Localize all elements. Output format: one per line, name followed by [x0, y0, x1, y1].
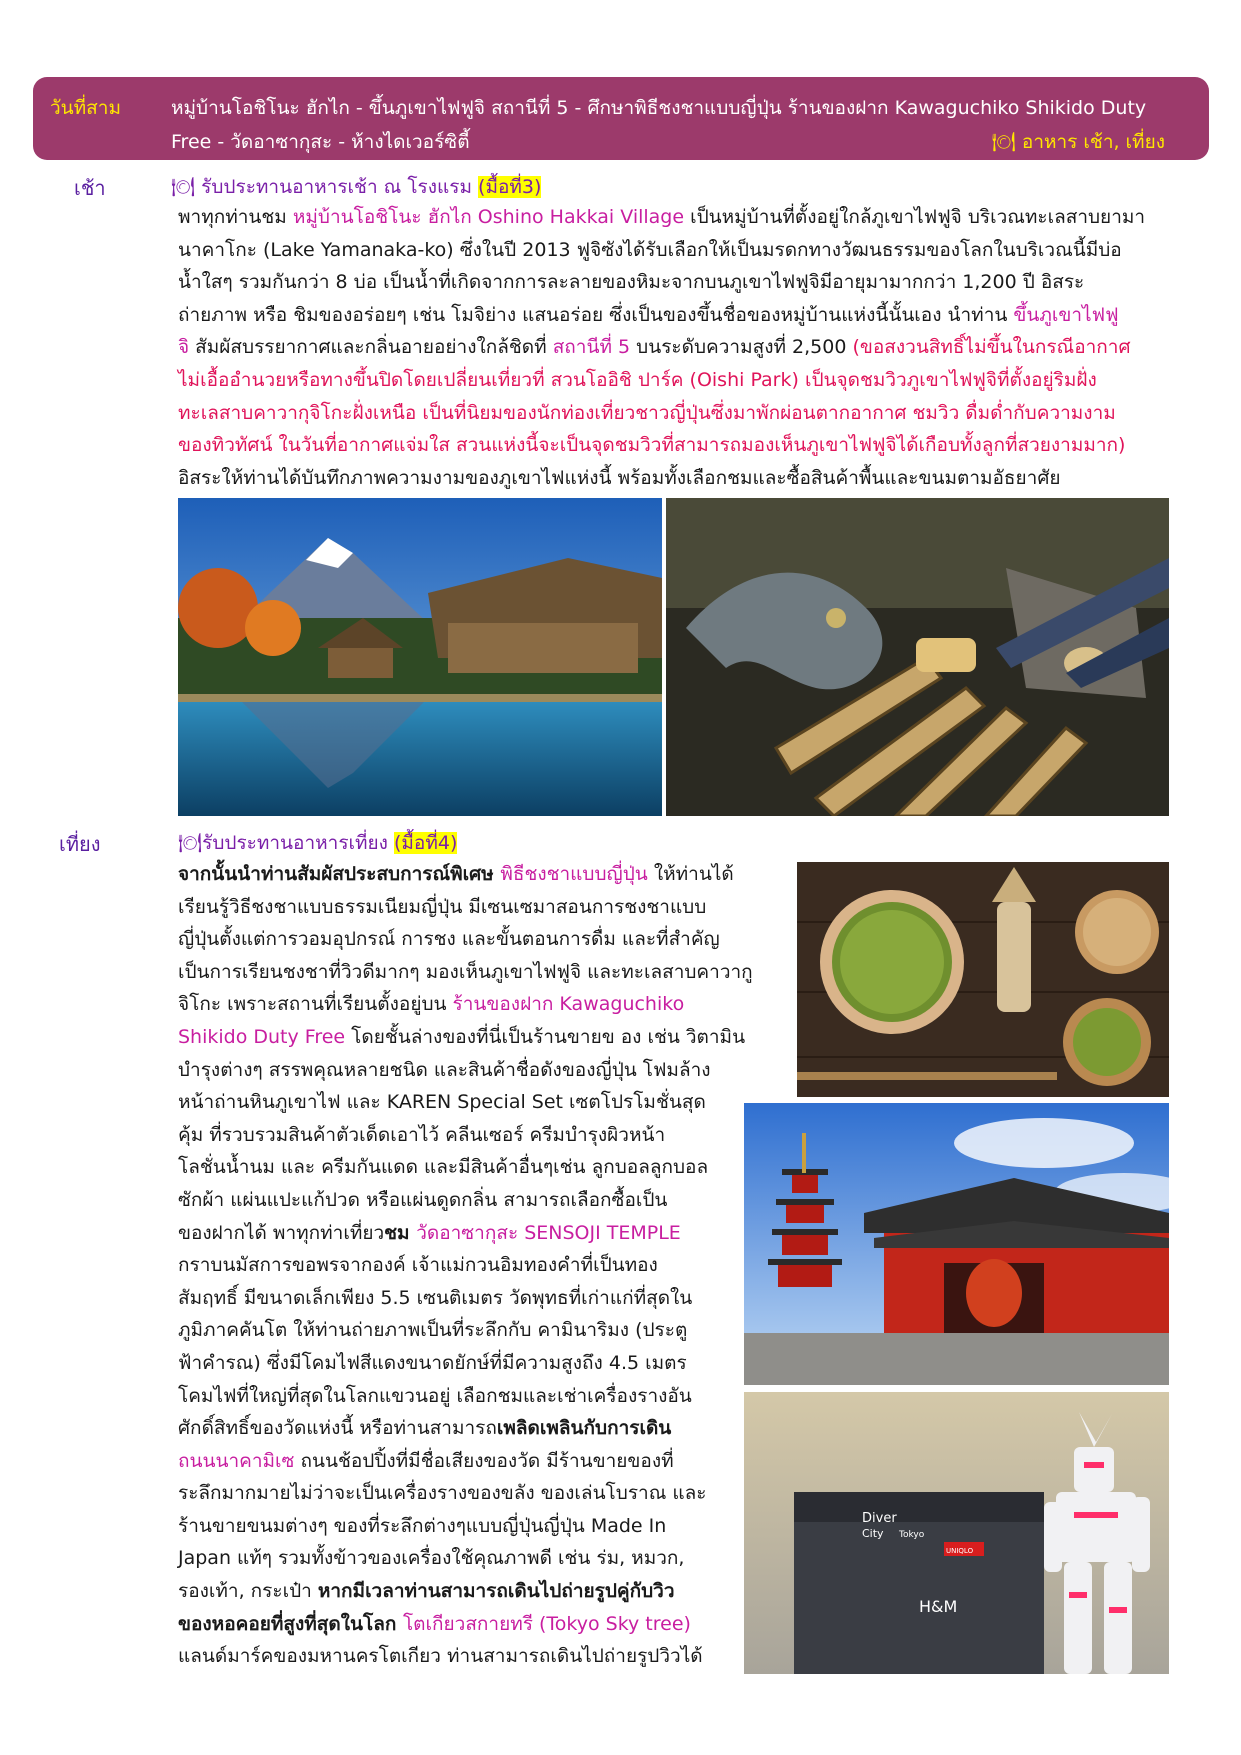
text-run: (ขอสงวนสิทธิ์ไม่ขึ้นในกรณีอากาศ [852, 336, 1131, 359]
text-line [178, 1021, 753, 1054]
text-line [178, 858, 753, 891]
text-run: คุ้ม ที่รวบรวมสินค้าตัวเด็ดเอาไว้ คลีนเซอร์ ครีมบำรุงผิวหน้า [178, 1123, 666, 1146]
text-line [178, 266, 1145, 299]
text-run: หมู่บ้านโอชิโนะ ฮักไก Oshino Hakkai Village [292, 206, 685, 228]
morning-description [178, 201, 1145, 494]
text-run: ร้านขายขนมต่างๆ ของที่ระลึกต่างๆแบบญี่ปุ่นญี่ปุ่น Made In [178, 1514, 667, 1537]
text-run: อิสระให้ท่านได้บันทึกภาพความงามของภูเขาไฟแห่งนี้ พร้อมทั้งเลือกชมและซื้อสินค้าพื้นและขนมตามอัธยาศัย [178, 466, 1061, 489]
text-run: ฟ้าคำรณ) ซึ่งมีโคมไฟสีแดงขนาดยักษ์ที่มีความสูงถึง 4.5 เมตร [178, 1351, 687, 1374]
text-run: ทะเลสาบคาวากุจิโกะฝั่งเหนือ เป็นที่นิยมของนักท่องเที่ยวชาวญี่ปุ่นซึ่งมาพักผ่อนตากอากาศ ชมวิว ดื่มด่ำกับความงาม [178, 401, 1116, 424]
store-sign: H&M [919, 1597, 958, 1616]
text-line [178, 331, 1145, 364]
text-line [178, 956, 753, 989]
text-line [178, 988, 753, 1021]
text-line [178, 364, 1145, 397]
text-line [178, 1608, 753, 1641]
text-run: ของหอคอยที่สูงที่สุดในโลก [178, 1612, 403, 1635]
text-run: ของทิวทัศน์ ในวันที่อากาศแจ่มใส สวนแห่งนี้จะเป็นจุดชมวิวที่สามารถมองเห็นภูเขาไฟฟูจิได้เกือบทั้งลูกที่สวยงามมาก) [178, 434, 1126, 457]
mall-sign: City [862, 1527, 884, 1540]
mall-sign: Diver [862, 1511, 897, 1526]
breakfast-text: รับประทานอาหารเช้า ณ โรงแรม [195, 176, 479, 198]
text-run: โดยชั้นล่างของที่นี่เป็นร้านขายข อง เช่น วิตามิน [345, 1025, 746, 1048]
itinerary-line-1: หมู่บ้านโอชิโนะ ฮักไก - ขึ้นภูเขาไฟฟูจิ สถานีที่ 5 - ศึกษาพิธีชงชาแบบญี่ปุ่น ร้านของฝาก Kawaguchiko Shikido Duty [171, 97, 1147, 119]
meal-number-badge: (มื้อที่3) [478, 176, 542, 198]
text-run: นาคาโกะ (Lake Yamanaka-ko) ซึ่งในปี 2013 ฟูจิซังได้รับเลือกให้เป็นมรดกทางวัฒนธรรมของโลกในบริเวณนี้มีบ่อ [178, 238, 1122, 261]
text-line [178, 234, 1145, 267]
text-run: ศักดิ์สิทธิ์ของวัดแห่งนี้ หรือท่านสามารถ [178, 1417, 497, 1440]
text-run: ภูมิภาคคันโต ให้ท่านถ่ายภาพเป็นที่ระลึกกับ คามินาริมง (ประตู [178, 1319, 688, 1342]
text-line [178, 1412, 753, 1445]
text-run: น้ำใสๆ รวมกันกว่า 8 บ่อ เป็นน้ำที่เกิดจากการละลายของหิมะจากบนภูเขาไฟฟูจิมีอายุมามากกว่า 1,200 ปี อิสระ [178, 271, 1085, 294]
text-run: ซักผ้า แผ่นแปะแก้ปวด หรือแผ่นดูดกลิ่น สามารถเลือกซื้อเป็น [178, 1188, 668, 1211]
text-line [178, 891, 753, 924]
text-run: เป็นหมู่บ้านที่ตั้งอยู่ใกล้ภูเขาไฟฟูจิ บริเวณทะเลสาบยามา [684, 206, 1146, 228]
lunch-text: รับประทานอาหารเที่ยง [202, 832, 394, 854]
lunch-line [178, 828, 457, 858]
text-line [178, 1151, 753, 1184]
text-run: Japan แท้ๆ รวมทั้งข้าวของเครื่องใช้คุณภาพดี เช่น ร่ม, หมวก, [178, 1547, 685, 1570]
noon-label: เที่ยง [59, 832, 101, 856]
text-run: พิธีชงชาแบบญี่ปุ่น [500, 863, 648, 885]
text-line [178, 1217, 753, 1250]
text-run: Shikido Duty Free [178, 1025, 346, 1048]
text-run: ร้านของฝาก Kawaguchiko [452, 993, 685, 1016]
text-run: จิโกะ เพราะสถานที่เรียนตั้งอยู่บน [178, 993, 453, 1016]
text-line [178, 1445, 753, 1478]
text-run: วัดอาซากุสะ SENSOJI TEMPLE [416, 1221, 681, 1244]
text-line [178, 429, 1145, 462]
oshino-hakkai-photo [178, 498, 662, 816]
text-line [178, 1542, 753, 1575]
text-run: โลชั่นน้ำนม และ ครีมกันแดด และมีสินค้าอื่นๆเช่น ลูกบอลลูกบอล [178, 1156, 709, 1179]
text-line [178, 1510, 753, 1543]
text-line [178, 1184, 753, 1217]
text-run: หากมีเวลาท่านสามารถเดินไปถ่ายรูปคู่กับวิว [317, 1580, 675, 1603]
meals-text: อาหาร เช้า, เที่ยง [1021, 131, 1165, 153]
text-run: ถนนนาคามิเซ [178, 1449, 295, 1472]
text-run: ถ่ายภาพ หรือ ชิมของอร่อยๆ เช่น โมจิย่าง แสนอร่อย ซึ่งเป็นของขึ้นชื่อของหมู่บ้านแห่งนี้นั้นเอง นำท่าน [178, 303, 1014, 326]
text-run: หน้าถ่านหินภูเขาไฟ และ KAREN Special Set เซตโปรโมชั่นสุด [178, 1091, 706, 1114]
matcha-tea-photo [797, 862, 1169, 1097]
noon-description [178, 858, 753, 1673]
text-run: ของฝากได้ พาทุกท่าเที่ยว [178, 1221, 385, 1244]
itinerary-line-2: Free - วัดอาซากุสะ - ห้างไดเวอร์ซิตี้ [171, 131, 470, 153]
text-run: เรียนรู้วิธีชงชาแบบธรรมเนียมญี่ปุ่น มีเซนเซมาสอนการชงชาแบบ [178, 895, 707, 918]
sensoji-temple-photo [744, 1103, 1169, 1385]
dish-icon: 🍽 [171, 176, 196, 198]
text-run: ขึ้นภูเขาไฟฟู [1013, 303, 1119, 326]
day-label: วันที่สาม [50, 97, 121, 119]
text-run: จิ [178, 336, 190, 359]
text-run: บนระดับความสูงที่ 2,500 [630, 336, 853, 359]
text-run: เป็นการเรียนชงชาที่วิวดีมากๆ มองเห็นภูเขาไฟฟูจิ และทะเลสาบคาวากู [178, 960, 753, 983]
text-line [178, 1477, 753, 1510]
text-line [178, 299, 1145, 332]
text-line [178, 1380, 753, 1413]
store-sign: UNIQLO [946, 1547, 974, 1555]
text-line [178, 1640, 753, 1673]
text-line [178, 462, 1145, 495]
text-run: โคมไฟที่ใหญ่ที่สุดในโลกแขวนอยู่ เลือกชมและเช่าเครื่องรางอัน [178, 1384, 692, 1407]
text-run: ญี่ปุ่นตั้งแต่การวอมอุปกรณ์ การชง และขั้นตอนการดื่ม และที่สำคัญ [178, 928, 720, 951]
divercity-gundam-photo [744, 1392, 1169, 1674]
morning-label: เช้า [74, 176, 106, 200]
text-line [178, 1575, 753, 1608]
text-run: จากนั้นนำท่านสัมผัสประสบการณ์พิเศษ [178, 863, 501, 885]
text-run: ระลึกมากมายไม่ว่าจะเป็นเครื่องรางของขลัง ของเล่นโบราณ และ [178, 1482, 707, 1505]
text-run: ไม่เอื้ออำนวยหรือทางขึ้นปิดโดยเปลี่ยนเที่ยวที่ สวนโออิชิ ปาร์ค (Oishi Park) เป็นจุดชมวิวภูเขาไฟฟูจิที่ตั้งอยู่ริมฝั่ง [178, 368, 1097, 391]
text-run: เพลิดเพลินกับการเดิน [496, 1417, 672, 1440]
text-line [178, 1347, 753, 1380]
dragon-fountain-photo [666, 498, 1169, 816]
text-line [178, 1086, 753, 1119]
dish-icon: 🍽 [178, 832, 203, 854]
text-run: โตเกียวสกายทรี (Tokyo Sky tree) [402, 1612, 691, 1635]
text-run: แลนด์มาร์คของมหานครโตเกียว ท่านสามารถเดินไปถ่ายรูปวิวได้ [178, 1645, 703, 1668]
text-run: พาทุกท่านชม [178, 206, 293, 228]
text-line [178, 1054, 753, 1087]
text-run: ให้ท่านได้ [647, 863, 734, 885]
text-run: สัมฤทธิ์ มีขนาดเล็กเพียง 5.5 เซนติเมตร วัดพุทธที่เก่าแก่ที่สุดใน [178, 1286, 693, 1309]
text-run: ชม [384, 1221, 417, 1244]
text-run: สัมผัสบรรยากาศและกลิ่นอายอย่างใกล้ชิดที่ [189, 336, 553, 359]
text-line [178, 923, 753, 956]
text-run: สถานีที่ 5 [552, 336, 631, 359]
day-banner [33, 77, 1209, 160]
text-run: บำรุงต่างๆ สรรพคุณหลายชนิด และสินค้าชื่อดังของญี่ปุ่น โฟมล้าง [178, 1058, 711, 1081]
dish-icon: 🍽 [991, 131, 1016, 153]
text-line [178, 201, 1145, 234]
meals-summary [992, 127, 1165, 157]
text-line [178, 1282, 753, 1315]
breakfast-line [171, 172, 541, 202]
meal-number-badge: (มื้อที่4) [394, 832, 458, 854]
text-run: รองเท้า, กระเป๋า [178, 1580, 318, 1603]
mall-sign: Tokyo [899, 1530, 925, 1540]
text-line [178, 1119, 753, 1152]
text-run: ถนนช้อปปิ้งที่มีชื่อเสียงของวัด มีร้านขายของที่ [294, 1449, 674, 1472]
text-line [178, 397, 1145, 430]
text-line [178, 1314, 753, 1347]
text-run: กราบนมัสการขอพรจากองค์ เจ้าแม่กวนอิมทองคำที่เป็นทอง [178, 1254, 658, 1277]
text-line [178, 1249, 753, 1282]
